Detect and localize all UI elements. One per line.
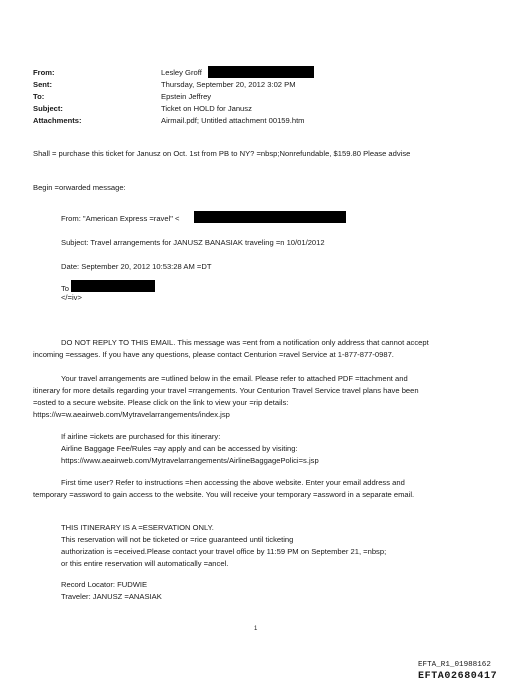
intro-line: Shall = purchase this ticket for Janusz on Oct. 1st from PB to NY? =nbsp;Nonrefundable, $159.80 Please advise bbox=[33, 149, 411, 158]
fwd-to-line: To bbox=[61, 284, 70, 293]
redaction-block bbox=[208, 66, 314, 78]
attachments-label: Attachments: bbox=[33, 116, 82, 125]
fwd-from-line: From: "American Express =ravel" < bbox=[61, 214, 180, 223]
fwd-div-line: </=iv> bbox=[61, 293, 82, 302]
paragraph-line: First time user? Refer to instructions =hen accessing the above website. Enter your email address and bbox=[61, 478, 405, 487]
forwarded-line: Begin =orwarded message: bbox=[33, 183, 126, 192]
from-value: Lesley Groff bbox=[161, 68, 202, 77]
paragraph-line: THIS ITINERARY IS A =ESERVATION ONLY. bbox=[61, 523, 214, 532]
to-value: Epstein Jeffrey bbox=[161, 92, 212, 101]
record-locator: Record Locator: FUDWIE bbox=[61, 580, 148, 589]
subject-label: Subject: bbox=[33, 104, 63, 113]
paragraph-line: This reservation will not be ticketed or =rice guaranteed until ticketing bbox=[61, 535, 294, 544]
subject-value: Ticket on HOLD for Janusz bbox=[161, 104, 252, 113]
fwd-subject-line: Subject: Travel arrangements for JANUSZ BANASIAK traveling =n 10/01/2012 bbox=[61, 238, 325, 247]
page-number: 1 bbox=[254, 626, 258, 632]
redaction-block bbox=[71, 280, 155, 292]
paragraph-line: Airline Baggage Fee/Rules =ay apply and can be accessed by visiting: bbox=[61, 444, 298, 453]
paragraph-line: =osted to a secure website. Please click on the link to view your =rip details: bbox=[33, 398, 289, 407]
sent-value: Thursday, September 20, 2012 3:02 PM bbox=[161, 80, 296, 89]
traveler-name: Traveler: JANUSZ =ANASIAK bbox=[61, 592, 162, 601]
fwd-date-line: Date: September 20, 2012 10:53:28 AM =DT bbox=[61, 262, 212, 271]
paragraph-line: If airline =ickets are purchased for this itinerary: bbox=[61, 432, 221, 441]
bates-stamp-secondary: EFTA02680417 bbox=[418, 671, 498, 682]
paragraph-line: authorization is =eceived.Please contact your travel office by 11:59 PM on September 21, =nbsp; bbox=[61, 547, 387, 556]
paragraph-line: itinerary for more details regarding your travel =rrangements. Your Centurion Travel Service travel plans have been bbox=[33, 386, 419, 395]
paragraph-line: or this entire reservation will automatically =ancel. bbox=[61, 559, 229, 568]
from-label: From: bbox=[33, 68, 55, 77]
attachments-value: Airmail.pdf; Untitled attachment 00159.htm bbox=[161, 116, 305, 125]
baggage-policy-link[interactable]: https://www.aeairweb.com/Mytravelarrangements/AirlineBaggagePolici=s.jsp bbox=[61, 456, 319, 465]
bates-stamp-primary: EFTA_R1_01988162 bbox=[418, 661, 491, 669]
paragraph-line: DO NOT REPLY TO THIS EMAIL. This message was =ent from a notification only address that cannot accept bbox=[61, 338, 429, 347]
sent-label: Sent: bbox=[33, 80, 52, 89]
paragraph-line: Your travel arrangements are =utlined below in the email. Please refer to attached PDF =ttachment and bbox=[61, 374, 408, 383]
redaction-block bbox=[194, 211, 346, 223]
paragraph-line: temporary =assword to gain access to the website. You will receive your temporary =assword in a separate email. bbox=[33, 490, 415, 499]
to-label: To: bbox=[33, 92, 45, 101]
paragraph-line: incoming =essages. If you have any questions, please contact Centurion =ravel Service at 1-877-877-0987. bbox=[33, 350, 394, 359]
itinerary-link[interactable]: https://w=w.aeairweb.com/Mytravelarrangements/index.jsp bbox=[33, 410, 230, 419]
